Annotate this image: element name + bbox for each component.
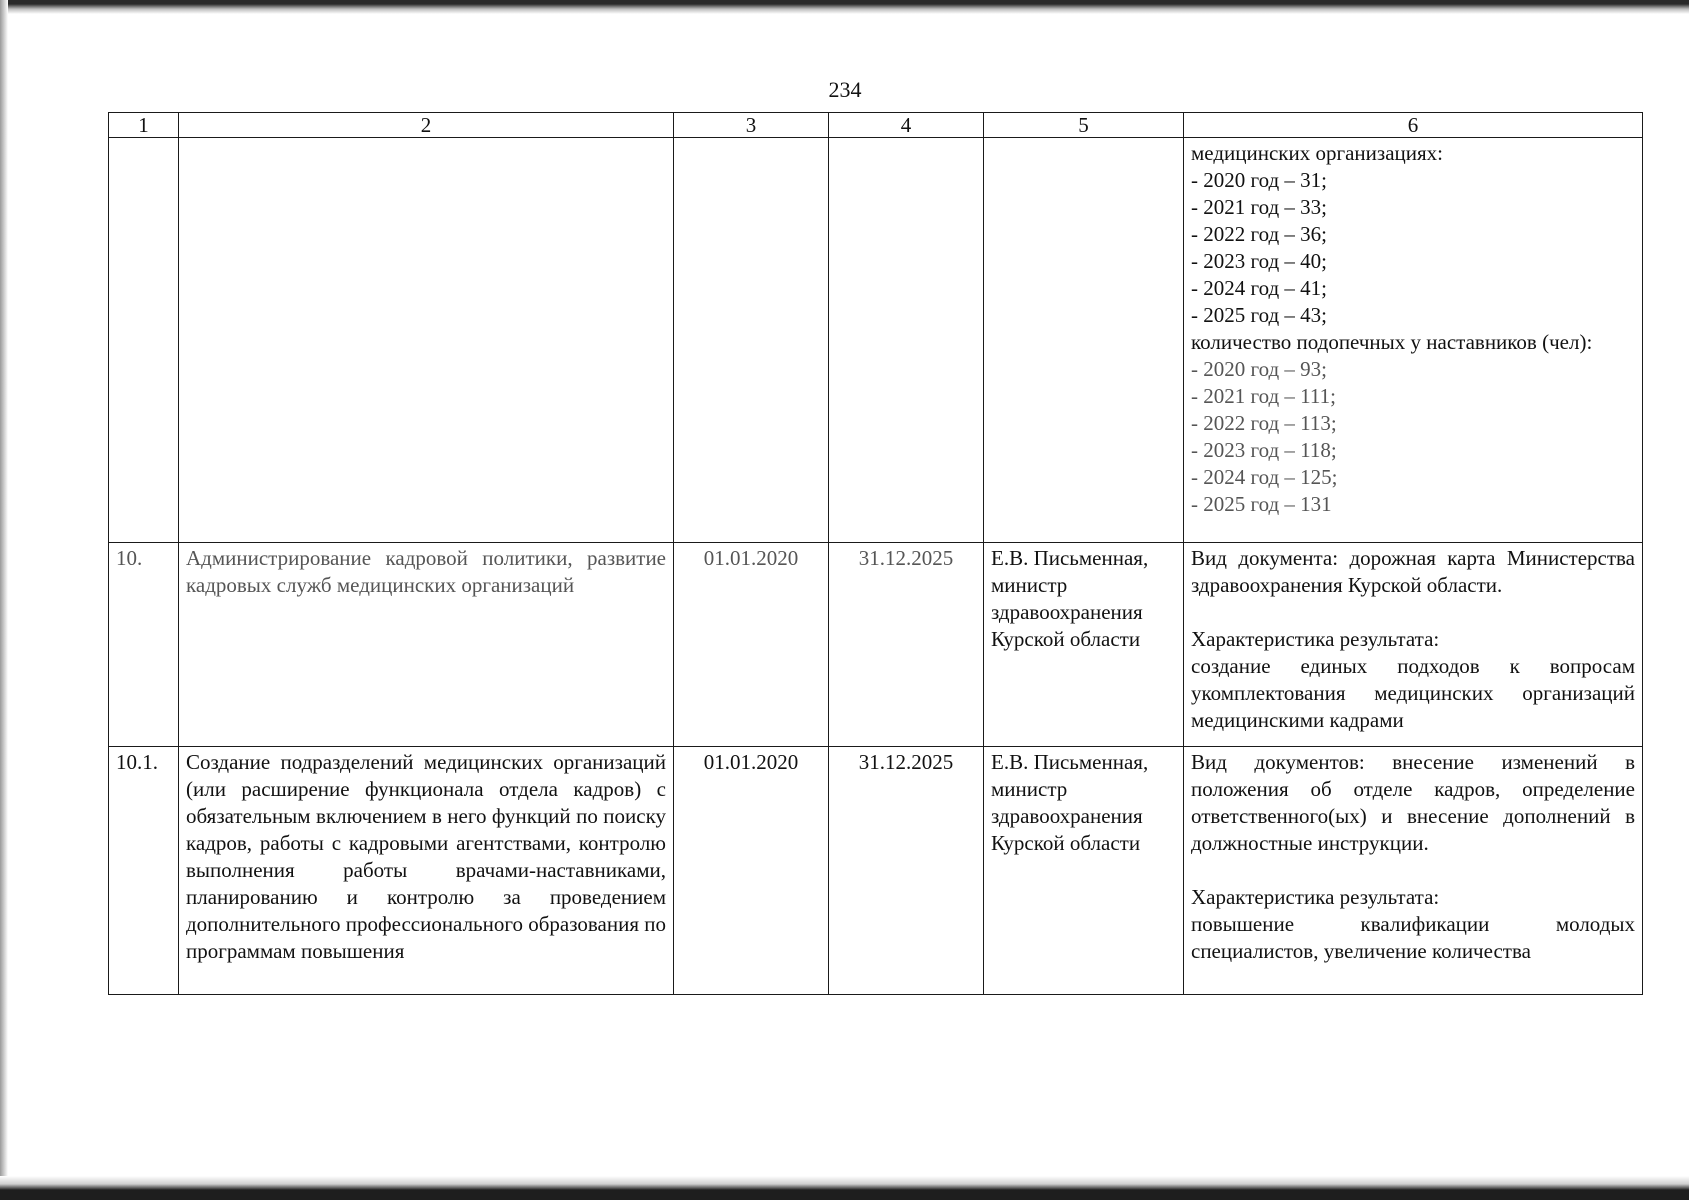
continuation-col-2 <box>179 138 674 543</box>
row-10-1-result-text: повышение квалификации молодых специалистов, увеличение количества <box>1191 912 1635 963</box>
indicator-line: - 2023 год – 118; <box>1191 438 1337 462</box>
row-10-1-end-date: 31.12.2025 <box>829 747 984 995</box>
continuation-col-5 <box>984 138 1184 543</box>
scan-edge-top <box>0 0 1689 14</box>
header-col-3: 3 <box>674 113 829 138</box>
row-10-1-title: Создание подразделений медицинских организаций (или расширение функционала отдела кадров) с обязательным включением в него функций по поиску кадров, работы с кадровыми агентствами, контролю выполнения работы врачами-наставниками, планированию и контролю за проведением дополнительного профессионального образования по программам повышения <box>179 747 674 995</box>
indicator-line: - 2022 год – 36; <box>1191 222 1327 246</box>
plan-table <box>108 112 1643 995</box>
header-col-5: 5 <box>984 113 1184 138</box>
row-10-1-start-date: 01.01.2020 <box>674 747 829 995</box>
indicator-line: - 2020 год – 93; <box>1191 357 1327 381</box>
indicator-line: - 2021 год – 111; <box>1191 384 1336 408</box>
row-10-title: Администрирование кадровой политики, развитие кадровых служб медицинских организаций <box>179 543 674 747</box>
indicator-line: - 2020 год – 31; <box>1191 168 1327 192</box>
row-10-result-heading: Характеристика результата: <box>1191 627 1440 651</box>
row-10-number: 10. <box>109 543 179 747</box>
page-number: 234 <box>828 77 862 102</box>
continuation-col-3 <box>674 138 829 543</box>
continuation-col-4 <box>829 138 984 543</box>
indicator-line: количество подопечных у наставников (чел): <box>1191 330 1593 354</box>
row-10-result-cell <box>1184 543 1643 747</box>
row-10-1-document-type: Вид документов: внесение изменений в положения об отделе кадров, определение ответственного(ых) и внесение дополнений в должностные инструкции. <box>1191 750 1635 855</box>
row-10-1-number: 10.1. <box>109 747 179 995</box>
table-row-10-1 <box>109 747 1643 995</box>
indicator-line: - 2022 год – 113; <box>1191 411 1337 435</box>
row-10-start-date: 01.01.2020 <box>674 543 829 747</box>
continuation-col-6 <box>1184 138 1643 543</box>
row-10-document-type: Вид документа: дорожная карта Министерства здравоохранения Курской области. <box>1191 546 1635 597</box>
row-10-end-date: 31.12.2025 <box>829 543 984 747</box>
header-col-2: 2 <box>179 113 674 138</box>
header-col-4: 4 <box>829 113 984 138</box>
row-10-1-responsible: Е.В. Письменная, министр здравоохранения Курской области <box>984 747 1184 995</box>
indicator-line: медицинских организациях: <box>1191 141 1443 165</box>
scan-edge-bottom <box>0 1176 1689 1200</box>
indicator-line: - 2024 год – 125; <box>1191 465 1338 489</box>
continuation-col-1 <box>109 138 179 543</box>
row-10-responsible: Е.В. Письменная, министр здравоохранения Курской области <box>984 543 1184 747</box>
table-row-10 <box>109 543 1643 747</box>
spacer <box>1191 599 1635 626</box>
table-row-continuation <box>109 138 1643 543</box>
row-10-result-text: создание единых подходов к вопросам укомплектования медицинских организаций медицинскими кадрами <box>1191 654 1635 732</box>
spacer <box>1191 857 1635 884</box>
indicator-line: - 2025 год – 131 <box>1191 492 1332 516</box>
row-10-1-result-cell <box>1184 747 1643 995</box>
table-header-row <box>109 113 1643 138</box>
scan-edge-left <box>0 0 8 1200</box>
header-col-6: 6 <box>1184 113 1643 138</box>
header-col-1: 1 <box>109 113 179 138</box>
indicator-line: - 2025 год – 43; <box>1191 303 1327 327</box>
indicator-line: - 2021 год – 33; <box>1191 195 1327 219</box>
row-10-1-result-heading: Характеристика результата: <box>1191 885 1440 909</box>
indicator-line: - 2023 год – 40; <box>1191 249 1327 273</box>
indicator-line: - 2024 год – 41; <box>1191 276 1327 300</box>
